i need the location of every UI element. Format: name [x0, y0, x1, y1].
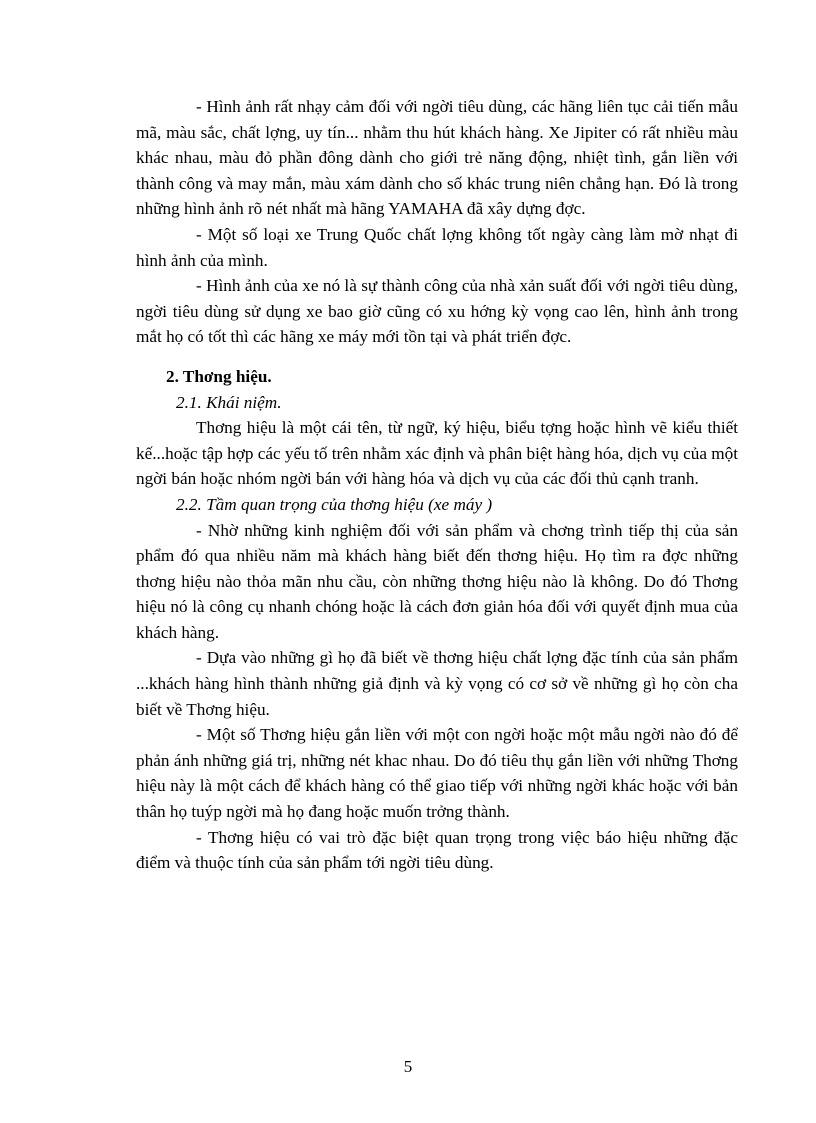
section-heading: 2. Thơng hiệu.	[166, 366, 272, 386]
importance-paragraph-3: - Một số Thơng hiệu gắn liền với một con ngời hoặc một mẫu ngời nào đó để phản ánh những giá trị, những nét khac nhau. Do đó tiêu thụ gắn liền với những Thơng hiệu này là một cách để khách hàng có thể giao tiếp với những ngời khác hoặc với bản thân họ tuýp ngời mà họ đang hoặc muốn trởng thành.	[136, 725, 738, 822]
importance-paragraph-4: - Thơng hiệu có vai trò đặc biệt quan trọng trong việc báo hiệu những đặc điểm và thuộc tính của sản phẩm tới ngời tiêu dùng.	[136, 827, 738, 873]
importance-paragraph-1: - Nhờ những kinh nghiệm đối với sản phẩm và chơng trình tiếp thị của sản phẩm đó qua nhiều năm mà khách hàng biết đến thơng hiệu. Họ tìm ra đợc những thơng hiệu nào thỏa mãn nhu cầu, còn những thơng hiệu nào là không. Do đó Thơng hiệu nó là công cụ nhanh chóng hoặc là cách đơn giản hóa đối với quyết định mua của khách hàng.	[136, 520, 738, 642]
intro-paragraph-2: - Một số loại xe Trung Quốc chất lợng không tốt ngày càng làm mờ nhạt đi hình ảnh của mình.	[136, 224, 738, 270]
definition-paragraph: Thơng hiệu là một cái tên, từ ngữ, ký hiệu, biểu tợng hoặc hình vẽ kiểu thiết kế...hoặc tập hợp các yếu tố trên nhằm xác định và phân biệt hàng hóa, dịch vụ của một ngời bán hoặc nhóm ngời bán với hàng hóa và dịch vụ của các đối thủ cạnh tranh.	[136, 418, 738, 489]
intro-paragraph-3: - Hình ảnh của xe nó là sự thành công của nhà xản suất đối với ngời tiêu dùng, ngời tiêu dùng sử dụng xe bao giờ cũng có xu hớng kỳ vọng cao lên, hình ảnh trong mắt họ có tốt thì các hãng xe máy mới tồn tại và phát triển đợc.	[136, 276, 738, 347]
importance-paragraph-2: - Dựa vào những gì họ đã biết về thơng hiệu chất lợng đặc tính của sản phẩm ...khách hàng hình thành những giả định và kỳ vọng có cơ sở về những gì họ còn cha biết về Thơng hiệu.	[136, 648, 738, 719]
subsection-2-title: 2.2. Tầm quan trọng của thơng hiệu (xe máy )	[176, 494, 493, 514]
intro-paragraph-1: - Hình ảnh rất nhạy cảm đối với ngời tiêu dùng, các hãng liên tục cải tiến mẫu mã, màu sắc, chất lợng, uy tín... nhằm thu hút khách hàng. Xe Jipiter có rất nhiều màu khác nhau, màu đỏ phần đông dành cho giới trẻ năng động, nhiệt tình, gắn liền với thành công và may mắn, màu xám dành cho số khác trung niên chẳng hạn. Đó là trong những hình ảnh rõ nét nhất mà hãng YAMAHA đã xây dựng đợc.	[136, 97, 738, 219]
intro-section	[136, 94, 738, 350]
page-number: 5	[403, 1057, 413, 1076]
subsection-1-title: 2.1. Khái niệm.	[176, 392, 282, 412]
document-body	[136, 94, 738, 876]
